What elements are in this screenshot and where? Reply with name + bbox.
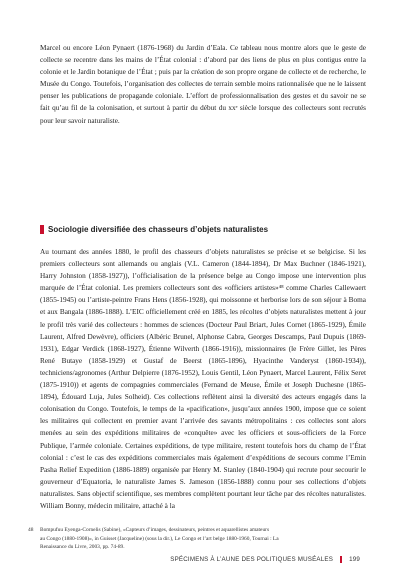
running-title: SPÉCIMENS À L’AUNE DES POLITIQUES MUSÉALES [170,556,334,563]
footnote-line: au Congo (1880-1908)», in Guisset (Jacqueline) (sous la dir.), Le Congo et l’art belge 1880-1960, Tournai : La [40,535,279,542]
footnote-line: Renaissance du Livre, 2003, pp. 74-89. [40,544,125,551]
heading-marker-icon [40,225,44,234]
footnote [28,526,368,552]
footnote-line: Bompufuu Eyenga-Cornelis (Sabine), «Capteurs d’images, dessinateurs, peintres et aquarellistes amateurs [40,527,270,533]
page-number: 199 [349,556,360,563]
section-heading [40,223,366,235]
footnote-number: 48 [28,527,34,533]
running-footer [170,556,360,563]
section-heading-text: Sociologie diversifiée des chasseurs d’objets naturalistes [48,224,269,234]
body-paragraph: Au tournant des années 1880, le profil des chasseurs d’objets naturalistes se précise et se belgicise. Si les premiers collecteurs sont allemands ou anglais (V.L. Cameron (1844-1894), Dr Max Buchner (1846-1921), Harry Johnston (1858-1927)), l’officialisation de la présence belge au Congo impose une intervention plus marquée de l’État colonial. Les premiers collecteurs sont des «officiers artistes»⁴⁸ comme Charles Callewaert (1855-1945) ou l’artiste-peintre Frans Hens (1856-1928), qui moissonne et herborise lors de son séjour à Boma et aux Bangala (1886-1888). L’EIC officiellement créé en 1885, les récoltes d’objets naturalistes mettent à jour le profil très varié des collecteurs : hommes de sciences (Docteur Paul Briart, Jules Cornet (1865-1929), Émile Laurent, Alfred Dewèvre), officiers (Albéric Brunel, Alphonse Cabra, Georges Descamps, Paul Dupuis (1869-1931), Edgar Verdick (1868-1927), Étienne Wilverth (1866-1916)), missionnaires (le Frère Gillet, les Pères René Butaye (1858-1929) et Gustaf de Beerst (1865-1896), Hyacinthe Vanderyst (1860-1934)), techniciens/agronomes (Arthur Delpierre (1876-1952), Louis Gentil, Léon Pynaert, Marcel Laurent, Félix Seret (1875-1910)) et agents de compagnies commerciales (Fernand de Meuse, Émile et Joseph Duchesne (1865-1894), Édouard Luja, Jules Solheid). Ces collections reflètent ainsi la diversité des acteurs engagés dans la colonisation du Congo. Toutefois, le temps de la «pacification», jusqu’aux années 1900, impose que ce soient les militaires qui collectent en premier avant l’arrivée des savants métropolitains : ces collectes sont alors menées au sein des expéditions militaires de «conquête» avec les officiers et sous-officiers de la Force Publique, l’armée coloniale. Certaines expéditions, de type militaire, restent toutefois hors du champ de l’État colonial : c’est le cas des expéditions commerciales mais également d’expéditions de secours comme l’Emin Pasha Relief Expedition (1886-1889) organisée par Henry M. Stanley (1840-1904) qui recrute pour secourir le gouverneur d’Equatoria, le naturaliste James S. Jameson (1856-1888) connu pour ses collections d’objets naturalistes. Sans objectif scientifique, ses membres complètent pourtant leur tâche par des récoltes naturalistes. William Bonny, médecin militaire, attaché à la [40,248,366,510]
footer-separator [340,556,342,563]
body-paragraph: Marcel ou encore Léon Pynaert (1876-1968) du Jardin d’Eala. Ce tableau nous montre alors que le geste de collecte se recentre dans les mains de l’État colonial : d’abord par des liens de plus en plus contigus entre la colonie et le Jardin botanique de l’État ; puis par la création de son propre organe de collecte et de recherche, le Musée du Congo. Toutefois, l’organisation des collectes de terrain semble moins rationnalisée que ne le laissent penser les publications de propagande coloniale. L’effort de professionnalisation des gestes et du savoir ne se fait qu’au fil de la colonisation, et surtout à partir du début du xxᵉ siècle lorsque des collecteurs sont recrutés pour leur savoir naturaliste. [40,44,366,125]
